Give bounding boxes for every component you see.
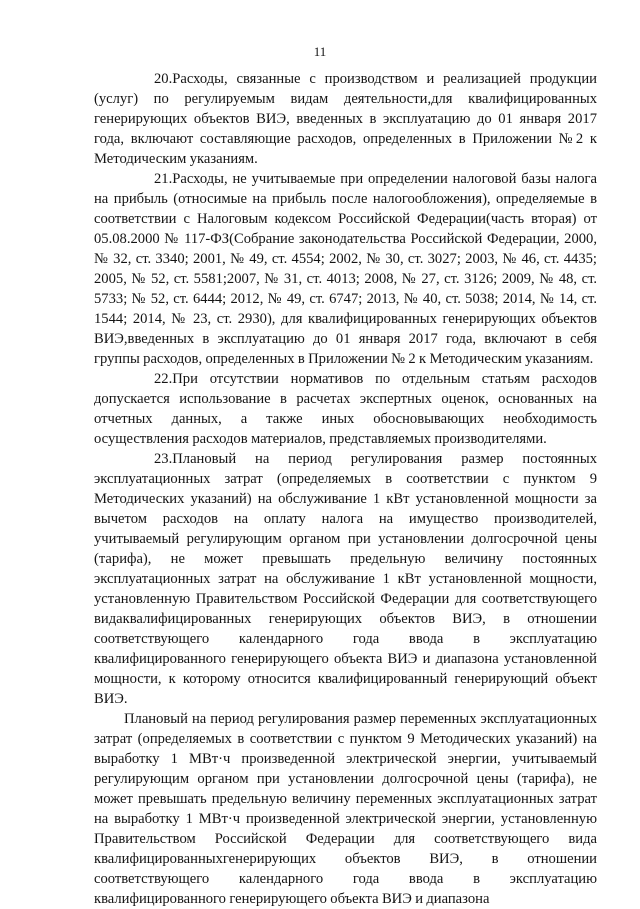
paragraph-number: 23.	[154, 451, 173, 467]
paragraph-number: 22.	[154, 371, 173, 387]
paragraph-22	[94, 369, 597, 449]
paragraph-text: Плановый на период регулирования размер постоянных эксплуатационных затрат (определяемых в соответствии с пунктом 9 Методических указаний) на обслуживание 1 кВт установленной мощности за вычетом расходов на оплату налога на имущество производителей, учитываемый регулирующим органом при установлении долгосрочной цены (тарифа), не может превышать предельную величину постоянных эксплуатационных затрат на обслуживание 1 кВт установленной мощности, установленную Правительством Российской Федерации для соответствующего видаквалифицированных генерирующих объектов ВИЭ, в отношении соответствующего календарного года ввода в эксплуатацию квалифицированного генерирующего объекта ВИЭ и диапазона установленной мощности, к которому относится квалифицированный генерирующий объект ВИЭ.	[94, 451, 597, 707]
paragraph-number: 20.	[154, 71, 173, 87]
paragraph-text: Плановый на период регулирования размер переменных эксплуатационных затрат (определяемых в соответствии с пунктом 9 Методических указаний) на выработку 1 МВт·ч произведенной электрической энергии, учитываемый регулирующим органом при установлении долгосрочной цены (тарифа), не может превышать предельную величину переменных эксплуатационных затрат на выработку 1 МВт·ч произведенной электрической энергии, установленную Правительством Российской Федерации для соответствующего вида квалифицированныхгенерирующих объектов ВИЭ, в отношении соответствующего календарного года ввода в эксплуатацию квалифицированного генерирующего объекта ВИЭ и диапазона	[94, 711, 597, 907]
document-body	[94, 69, 597, 909]
paragraph-20	[94, 69, 597, 169]
paragraph-23	[94, 449, 597, 709]
paragraph-text: Расходы, не учитываемые при определении налоговой базы налога на прибыль (относимые на прибыль после налогообложения), определяемые в соответствии с Налоговым кодексом Российской Федерации(часть вторая) от 05.08.2000 № 117-ФЗ(Собрание законодательства Российской Федерации, 2000, № 32, ст. 3340; 2001, № 49, ст. 4554; 2002, № 30, ст. 3027; 2003, № 46, ст. 4435; 2005, № 52, ст. 5581;2007, № 31, ст. 4013; 2008, № 27, ст. 3126; 2009, № 48, ст. 5733; № 52, ст. 6444; 2012, № 49, ст. 6747; 2013, № 40, ст. 5038; 2014, № 14, ст. 1544; 2014, № 23, ст. 2930), для квалифицированных генерирующих объектов ВИЭ,введенных в эксплуатацию до 01 января 2017 года, включают в себя группы расходов, определенных в Приложении № 2 к Методическим указаниям.	[94, 171, 597, 367]
paragraph-text: При отсутствии нормативов по отдельным статьям расходов допускается использование в расчетах экспертных оценок, основанных на отчетных данных, а также иных обосновывающих необходимость осуществления расходов материалов, представляемых производителями.	[94, 371, 597, 447]
paragraph-number: 21.	[154, 171, 173, 187]
paragraph-21	[94, 169, 597, 369]
paragraph-text: Расходы, связанные с производством и реализацией продукции (услуг) по регулируемым видам деятельности,для квалифицированных генерирующих объектов ВИЭ, введенных в эксплуатацию до 01 января 2017 года, включают составляющие расходов, определенных в Приложении №2 к Методическим указаниям.	[94, 71, 597, 167]
page-number: 11	[313, 44, 327, 59]
paragraph-23-continued	[94, 709, 597, 909]
